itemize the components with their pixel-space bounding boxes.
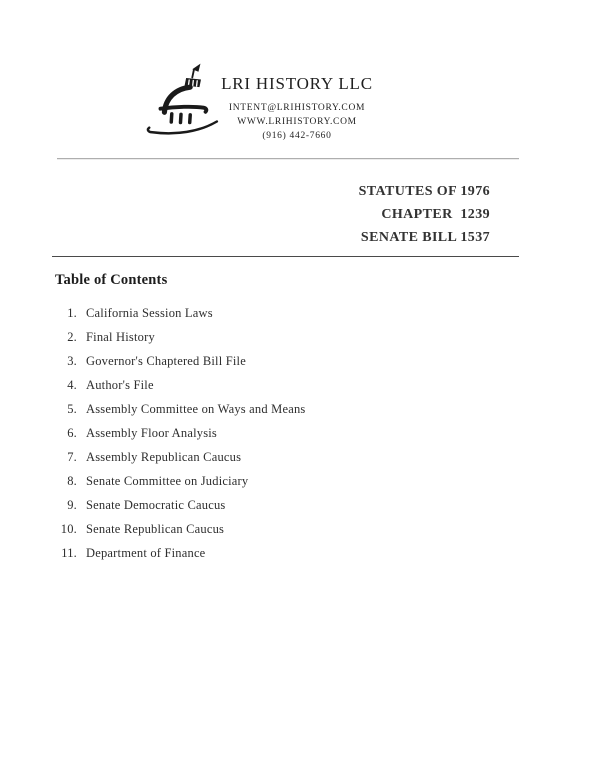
toc-item-label: Assembly Republican Caucus <box>86 450 242 464</box>
toc-item-label: Final History <box>86 330 155 344</box>
toc-item <box>55 349 485 373</box>
bill-reference-block <box>359 180 490 249</box>
toc-item-label: Senate Committee on Judiciary <box>86 474 249 488</box>
divider-bottom <box>52 256 519 257</box>
toc-item-number: 1. <box>67 306 77 320</box>
toc-item <box>55 421 485 445</box>
toc-item-number: 6. <box>67 426 77 440</box>
company-email: INTENT@LRIHISTORY.COM <box>228 103 366 113</box>
toc-item-label: Author's File <box>86 378 154 392</box>
toc-item <box>55 469 485 493</box>
toc-item-number: 2. <box>67 330 77 344</box>
company-website: WWW.LRIHISTORY.COM <box>237 117 357 127</box>
toc-item <box>55 301 485 325</box>
chapter-line: CHAPTER 1239 <box>381 207 490 222</box>
toc-item-number: 9. <box>67 498 77 512</box>
toc-item-number: 7. <box>67 450 77 464</box>
toc-item-number: 3. <box>67 354 77 368</box>
toc-item <box>55 517 485 541</box>
company-phone: (916) 442-7660 <box>262 131 332 141</box>
toc-title: Table of Contents <box>55 272 168 288</box>
toc-item-number: 10. <box>60 522 77 536</box>
divider-top <box>57 158 519 160</box>
toc-item-number: 11. <box>61 546 77 560</box>
toc-item <box>55 397 485 421</box>
toc-item <box>55 373 485 397</box>
toc-item-label: Department of Finance <box>86 546 206 560</box>
toc-item <box>55 493 485 517</box>
toc-list <box>55 301 485 565</box>
toc-item-label: Senate Republican Caucus <box>86 522 225 536</box>
toc-item <box>55 541 485 565</box>
toc-item-label: Assembly Floor Analysis <box>86 426 217 440</box>
toc-item-number: 5. <box>67 402 77 416</box>
toc-item-label: California Session Laws <box>86 306 213 320</box>
toc-item <box>55 325 485 349</box>
statutes-line: STATUTES OF 1976 <box>358 184 490 199</box>
company-name: LRI HISTORY LLC <box>221 74 373 93</box>
toc-item-label: Governor's Chaptered Bill File <box>86 354 246 368</box>
toc-item-number: 4. <box>67 378 77 392</box>
letterhead <box>187 74 407 143</box>
toc-item-number: 8. <box>67 474 77 488</box>
toc-item-label: Senate Democratic Caucus <box>86 498 226 512</box>
toc-item-label: Assembly Committee on Ways and Means <box>86 402 306 416</box>
senate-bill-line: SENATE BILL 1537 <box>360 230 490 245</box>
toc-item <box>55 445 485 469</box>
